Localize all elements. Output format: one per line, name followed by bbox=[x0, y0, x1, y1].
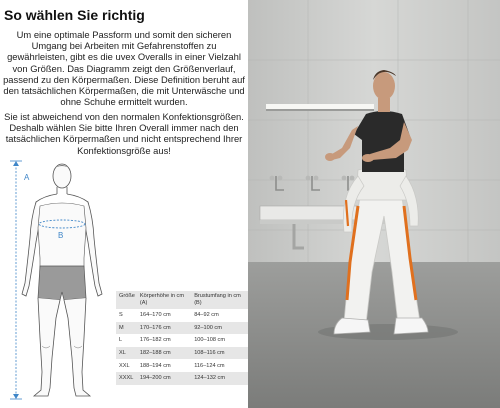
size-cell: L bbox=[116, 334, 137, 347]
size-cell: S bbox=[116, 309, 137, 322]
table-header-row bbox=[116, 291, 248, 309]
height-cell: 176–182 cm bbox=[137, 334, 191, 347]
worker-in-overall-illustration bbox=[248, 0, 500, 408]
size-cell: XXXL bbox=[116, 372, 137, 385]
product-photo bbox=[248, 0, 500, 408]
underwear-shape bbox=[38, 266, 86, 300]
chest-cell: 108–116 cm bbox=[191, 347, 248, 360]
size-guide-panel bbox=[0, 0, 248, 408]
table-row bbox=[116, 359, 248, 372]
chest-cell: 100–108 cm bbox=[191, 334, 248, 347]
size-cell: M bbox=[116, 322, 137, 335]
height-cell: 188–194 cm bbox=[137, 359, 191, 372]
advice-paragraph: Sie ist abweichend von den normalen Konfektionsgrößen. Deshalb wählen Sie bitte Ihren Overall immer nach den tatsächlichen Körpermaßen und nicht entsprechend Ihrer Konfektionsgröße aus! bbox=[4, 111, 244, 156]
table-row bbox=[116, 347, 248, 360]
chest-cell: 124–132 cm bbox=[191, 372, 248, 385]
page-title: So wählen Sie richtig bbox=[4, 7, 145, 23]
header-size: Größe bbox=[116, 291, 137, 309]
head-shape bbox=[53, 164, 71, 188]
size-table bbox=[116, 291, 248, 385]
table-row bbox=[116, 322, 248, 335]
chest-cell: 92–100 cm bbox=[191, 322, 248, 335]
intro-paragraph: Um eine optimale Passform und somit den sicheren Umgang bei Arbeiten mit Gefahrenstoffen zu gewährleisten, gibt es die uvex Overalls in einer Vielzahl von Größen. Das Diagramm zeigt den Größenverlauf, passend zu den Körpermaßen. Diese Definition beruht auf den tatsächlichen Körpermaßen, die mit Unterwäsche und ohne Schuhe ermittelt wurden. bbox=[3, 29, 245, 108]
label-a: A bbox=[24, 173, 30, 182]
height-cell: 170–176 cm bbox=[137, 322, 191, 335]
size-cell: XL bbox=[116, 347, 137, 360]
table-row bbox=[116, 372, 248, 385]
label-b: B bbox=[58, 231, 64, 240]
height-cell: 182–188 cm bbox=[137, 347, 191, 360]
table-row bbox=[116, 309, 248, 322]
chest-cell: 116–124 cm bbox=[191, 359, 248, 372]
table-row bbox=[116, 334, 248, 347]
header-height: Körperhöhe in cm (A) bbox=[137, 291, 191, 309]
size-cell: XXL bbox=[116, 359, 137, 372]
height-cell: 194–200 cm bbox=[137, 372, 191, 385]
body-measurement-figure bbox=[0, 158, 112, 404]
height-cell: 164–170 cm bbox=[137, 309, 191, 322]
header-chest: Brustumfang in cm (B) bbox=[191, 291, 248, 309]
chest-cell: 84–92 cm bbox=[191, 309, 248, 322]
